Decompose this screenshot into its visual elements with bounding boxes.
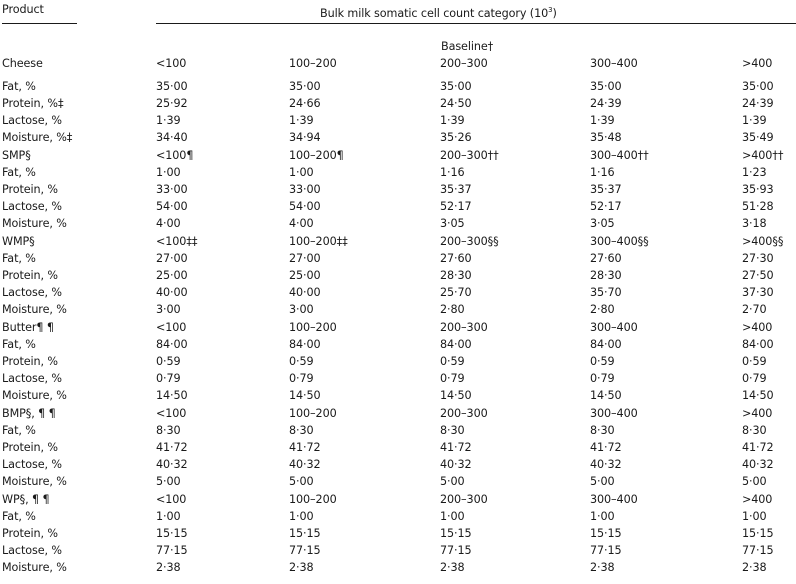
table-cell: 4·00: [289, 217, 314, 230]
row-label: Lactose, %: [2, 114, 62, 127]
table-cell: 3·00: [156, 303, 181, 316]
table-cell: 2·38: [590, 561, 615, 574]
table-cell: 15·15: [590, 527, 622, 540]
table-cell: 14·50: [590, 389, 622, 402]
table-cell: 40·00: [289, 286, 321, 299]
table-cell: 2·38: [156, 561, 181, 574]
table-cell: 35·00: [289, 80, 321, 93]
table-cell: 51·28: [742, 200, 774, 213]
row-label: Moisture, %: [2, 303, 67, 316]
row-label: Butter¶ ¶: [2, 321, 54, 334]
row-label: Cheese: [2, 57, 43, 70]
table-cell: 300–400††: [590, 149, 649, 162]
table-cell: 77·15: [156, 544, 188, 557]
table-cell: 14·50: [440, 389, 472, 402]
table-row: [0, 526, 796, 543]
table-cell: 15·15: [440, 527, 472, 540]
table-cell: 40·32: [590, 458, 622, 471]
table-cell: 35·00: [742, 80, 774, 93]
table-cell: 1·00: [156, 510, 181, 523]
table-cell: 14·50: [742, 389, 774, 402]
table-cell: 28·30: [590, 269, 622, 282]
table-cell: 35·26: [440, 131, 472, 144]
table-cell: 84·00: [156, 338, 188, 351]
table-cell: 27·30: [742, 252, 774, 265]
row-label: Moisture, %: [2, 475, 67, 488]
table-cell: 0·59: [156, 355, 181, 368]
table-row: [0, 285, 796, 302]
table-cell: 35·37: [440, 183, 472, 196]
table-cell: >400††: [742, 149, 784, 162]
table-cell: >400: [742, 321, 773, 334]
table-cell: 34·40: [156, 131, 188, 144]
table-cell: 40·00: [156, 286, 188, 299]
table-row: [0, 56, 796, 73]
table-cell: 300–400: [590, 321, 638, 334]
table-cell: 15·15: [289, 527, 321, 540]
row-label: WMP§: [2, 235, 35, 248]
table-cell: 35·00: [156, 80, 188, 93]
row-label: Fat, %: [2, 80, 36, 93]
table-cell: 2·80: [440, 303, 465, 316]
table-cell: 41·72: [289, 441, 321, 454]
table-cell: 0·79: [742, 372, 767, 385]
table-cell: 0·79: [440, 372, 465, 385]
table-cell: 24·50: [440, 97, 472, 110]
table-cell: 24·66: [289, 97, 321, 110]
table-cell: 54·00: [289, 200, 321, 213]
table-cell: >400: [742, 57, 773, 70]
table-cell: 100–200: [289, 57, 337, 70]
table-cell: 100–200¶: [289, 149, 344, 162]
table-row: [0, 371, 796, 388]
table-row: [0, 234, 796, 251]
table-cell: <100: [156, 493, 187, 506]
table-cell: 35·48: [590, 131, 622, 144]
table-row: [0, 113, 796, 130]
baseline-label: Baseline†: [441, 40, 494, 53]
row-label: Lactose, %: [2, 458, 62, 471]
table-row: [0, 268, 796, 285]
table-cell: 8·30: [289, 424, 314, 437]
bulk-label-text: Bulk milk somatic cell count category (10: [320, 7, 549, 20]
row-label: Fat, %: [2, 166, 36, 179]
table-cell: 25·70: [440, 286, 472, 299]
table-cell: 41·72: [156, 441, 188, 454]
column-header-bulk-milk-scc: [320, 3, 557, 21]
table-cell: 2·38: [440, 561, 465, 574]
table-row: [0, 457, 796, 474]
table-cell: 200–300: [440, 57, 488, 70]
table-row: [0, 130, 796, 147]
table-cell: 24·39: [742, 97, 774, 110]
table-cell: 1·16: [440, 166, 465, 179]
table-cell: 40·32: [289, 458, 321, 471]
table-cell: 3·18: [742, 217, 767, 230]
table-cell: 37·30: [742, 286, 774, 299]
table-cell: 35·00: [590, 80, 622, 93]
table-row: [0, 509, 796, 526]
table-cell: 84·00: [289, 338, 321, 351]
table-cell: 25·92: [156, 97, 188, 110]
table-row: [0, 337, 796, 354]
row-label: Protein, %: [2, 527, 58, 540]
row-label: Lactose, %: [2, 372, 62, 385]
table-cell: 3·05: [440, 217, 465, 230]
table-cell: 35·49: [742, 131, 774, 144]
table-cell: 8·30: [440, 424, 465, 437]
table-cell: 200–300††: [440, 149, 499, 162]
table-cell: 35·00: [440, 80, 472, 93]
table-cell: 1·00: [590, 510, 615, 523]
table-row: [0, 406, 796, 423]
table-cell: 8·30: [590, 424, 615, 437]
table-cell: 35·70: [590, 286, 622, 299]
table-cell: 100–200‡‡: [289, 235, 348, 248]
table-row: [0, 199, 796, 216]
column-header-product: Product: [2, 3, 44, 16]
bulk-label-close: ): [552, 7, 557, 20]
table-row: [0, 492, 796, 509]
table-row: [0, 320, 796, 337]
table-cell: 52·17: [440, 200, 472, 213]
table-row: [0, 148, 796, 165]
row-label: WP§, ¶ ¶: [2, 493, 50, 506]
table-cell: 5·00: [590, 475, 615, 488]
table-cell: 1·00: [289, 510, 314, 523]
row-label: Lactose, %: [2, 544, 62, 557]
table-cell: 5·00: [289, 475, 314, 488]
row-label: Fat, %: [2, 424, 36, 437]
table-cell: 300–400§§: [590, 235, 649, 248]
table-cell: 1·39: [590, 114, 615, 127]
table-cell: 27·00: [156, 252, 188, 265]
table-cell: 27·60: [440, 252, 472, 265]
table-cell: 15·15: [742, 527, 774, 540]
table-cell: 33·00: [156, 183, 188, 196]
table-cell: 200–300: [440, 493, 488, 506]
table-cell: 41·72: [742, 441, 774, 454]
table-cell: <100: [156, 407, 187, 420]
table-cell: 84·00: [742, 338, 774, 351]
table-row: [0, 543, 796, 560]
table-cell: 41·72: [590, 441, 622, 454]
row-label: Moisture, %: [2, 389, 67, 402]
table-cell: 40·32: [742, 458, 774, 471]
table-cell: 0·59: [742, 355, 767, 368]
table-cell: >400§§: [742, 235, 784, 248]
row-label: Moisture, %: [2, 217, 67, 230]
table-row: [0, 79, 796, 96]
table-cell: >400: [742, 493, 773, 506]
table-cell: 1·16: [590, 166, 615, 179]
table-row: [0, 440, 796, 457]
row-label: Protein, %: [2, 183, 58, 196]
table-cell: 1·39: [440, 114, 465, 127]
row-label: Protein, %: [2, 355, 58, 368]
table-cell: 0·79: [590, 372, 615, 385]
row-label: BMP§, ¶ ¶: [2, 407, 56, 420]
table-cell: 84·00: [440, 338, 472, 351]
table-row: [0, 96, 796, 113]
table-cell: 2·70: [742, 303, 767, 316]
row-label: Fat, %: [2, 510, 36, 523]
row-label: Protein, %: [2, 441, 58, 454]
table-cell: 0·79: [289, 372, 314, 385]
table-cell: 41·72: [440, 441, 472, 454]
table-row: [0, 302, 796, 319]
table-cell: 77·15: [590, 544, 622, 557]
table-cell: 300–400: [590, 57, 638, 70]
table-cell: 24·39: [590, 97, 622, 110]
table-cell: 1·00: [289, 166, 314, 179]
table-cell: 2·38: [289, 561, 314, 574]
table-cell: 2·80: [590, 303, 615, 316]
table-cell: 34·94: [289, 131, 321, 144]
table-cell: 3·00: [289, 303, 314, 316]
row-label: Protein, %: [2, 269, 58, 282]
table-cell: 1·39: [156, 114, 181, 127]
table-row: [0, 474, 796, 491]
table-cell: 33·00: [289, 183, 321, 196]
table-cell: 54·00: [156, 200, 188, 213]
header-rule-categories: [156, 23, 796, 24]
table-cell: <100¶: [156, 149, 194, 162]
table-cell: 5·00: [440, 475, 465, 488]
table-cell: 300–400: [590, 493, 638, 506]
bulk-label-exponent: 3: [548, 6, 553, 14]
table-cell: 3·05: [590, 217, 615, 230]
table-cell: 200–300: [440, 407, 488, 420]
table-cell: 100–200: [289, 321, 337, 334]
table-row: [0, 388, 796, 405]
table-cell: 35·93: [742, 183, 774, 196]
table-cell: 1·39: [289, 114, 314, 127]
table-cell: 28·30: [440, 269, 472, 282]
table-row: [0, 216, 796, 233]
header-rule-product: [2, 23, 77, 24]
table-cell: 35·37: [590, 183, 622, 196]
table-cell: <100: [156, 321, 187, 334]
table-row: [0, 251, 796, 268]
table-cell: 5·00: [156, 475, 181, 488]
table-cell: 1·23: [742, 166, 767, 179]
table-cell: 25·00: [156, 269, 188, 282]
table-cell: 77·15: [289, 544, 321, 557]
table-cell: 100–200: [289, 493, 337, 506]
table-cell: 14·50: [156, 389, 188, 402]
row-label: Protein, %‡: [2, 97, 64, 110]
table-cell: 200–300§§: [440, 235, 499, 248]
table-cell: <100: [156, 57, 187, 70]
row-label: Moisture, %‡: [2, 131, 73, 144]
table-cell: 0·59: [590, 355, 615, 368]
table-cell: 1·00: [440, 510, 465, 523]
table-cell: 4·00: [156, 217, 181, 230]
table-cell: 52·17: [590, 200, 622, 213]
table-cell: 300–400: [590, 407, 638, 420]
table-cell: 40·32: [156, 458, 188, 471]
table-cell: 2·38: [742, 561, 767, 574]
table-cell: 15·15: [156, 527, 188, 540]
row-label: SMP§: [2, 149, 31, 162]
table-row: [0, 560, 796, 577]
row-label: Fat, %: [2, 338, 36, 351]
table-cell: 27·50: [742, 269, 774, 282]
table-cell: 1·39: [742, 114, 767, 127]
table-cell: 5·00: [742, 475, 767, 488]
table-cell: 84·00: [590, 338, 622, 351]
row-label: Lactose, %: [2, 200, 62, 213]
table-cell: 40·32: [440, 458, 472, 471]
table-cell: 27·60: [590, 252, 622, 265]
table-cell: 8·30: [742, 424, 767, 437]
table-row: [0, 354, 796, 371]
table-cell: 100–200: [289, 407, 337, 420]
table-cell: 8·30: [156, 424, 181, 437]
table-cell: <100‡‡: [156, 235, 198, 248]
table-cell: 0·59: [289, 355, 314, 368]
table-cell: 0·79: [156, 372, 181, 385]
table-cell: >400: [742, 407, 773, 420]
table-cell: 77·15: [742, 544, 774, 557]
table-row: [0, 165, 796, 182]
table-row: [0, 182, 796, 199]
table-cell: 27·00: [289, 252, 321, 265]
table-cell: 200–300: [440, 321, 488, 334]
table-row: [0, 423, 796, 440]
table-cell: 77·15: [440, 544, 472, 557]
row-label: Fat, %: [2, 252, 36, 265]
table-cell: 25·00: [289, 269, 321, 282]
row-label: Moisture, %: [2, 561, 67, 574]
table-cell: 14·50: [289, 389, 321, 402]
table-cell: 0·59: [440, 355, 465, 368]
table-cell: 1·00: [742, 510, 767, 523]
row-label: Lactose, %: [2, 286, 62, 299]
table-cell: 1·00: [156, 166, 181, 179]
